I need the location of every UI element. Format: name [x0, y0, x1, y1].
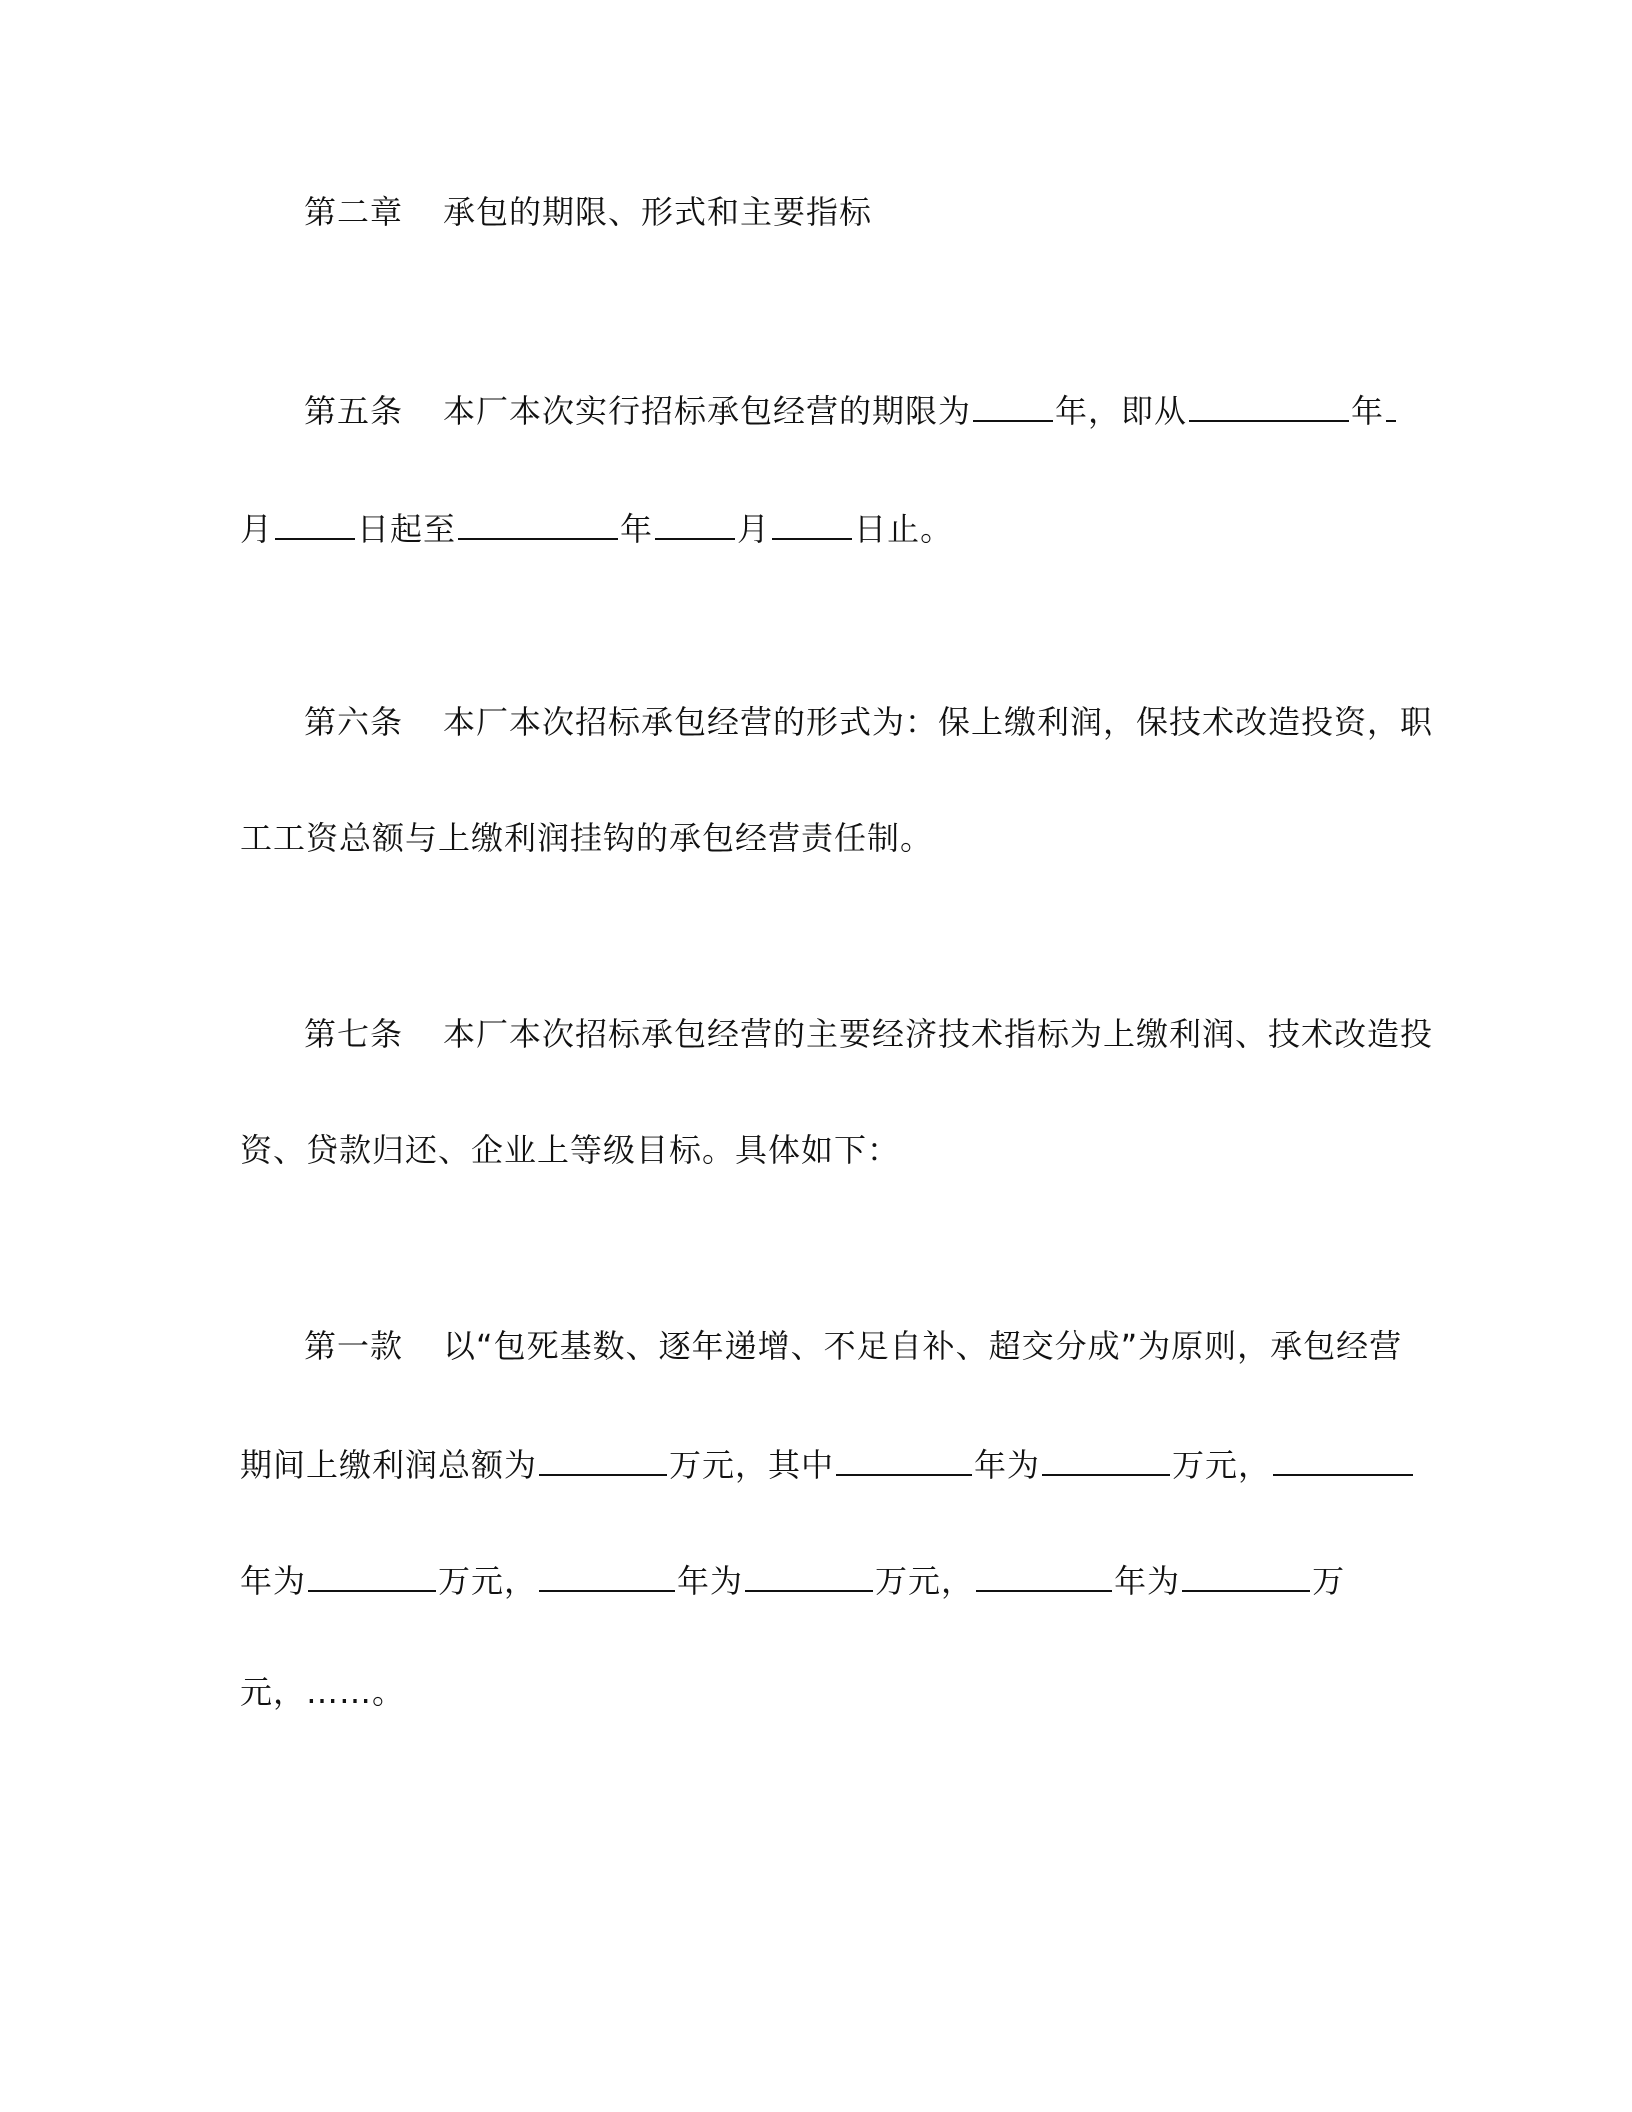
fill-blank[interactable]	[308, 1556, 436, 1592]
article5-line1	[240, 386, 1400, 430]
fill-blank[interactable]	[1182, 1556, 1310, 1592]
clause1-text: 元，……。	[240, 1673, 406, 1711]
clause1-text: 年为	[677, 1562, 744, 1600]
article5-text: 日止。	[854, 510, 954, 548]
fill-blank[interactable]	[655, 504, 735, 540]
fill-blank[interactable]	[1042, 1440, 1170, 1476]
fill-blank[interactable]	[539, 1440, 667, 1476]
fill-blank[interactable]	[745, 1556, 873, 1592]
fill-blank[interactable]	[973, 386, 1053, 422]
article5-text: 本厂本次实行招标承包经营的期限为	[443, 392, 972, 430]
clause1-text: 年为	[1114, 1562, 1181, 1600]
clause1-text: 期间上缴利润总额为	[240, 1446, 538, 1484]
clause1-text: 万元，	[438, 1562, 538, 1600]
fill-blank[interactable]	[976, 1556, 1112, 1592]
article5-text: 日起至	[357, 510, 457, 548]
article7-text: 资、贷款归还、企业上等级目标。具体如下：	[240, 1131, 901, 1169]
chapter-number: 第二章	[304, 193, 404, 231]
article5-line2	[240, 504, 1400, 548]
fill-blank[interactable]	[772, 504, 852, 540]
article7-label: 第七条	[304, 1015, 404, 1053]
clause1-line1	[240, 1324, 1403, 1368]
article5-text: 年	[1351, 392, 1385, 430]
fill-blank[interactable]	[275, 504, 355, 540]
article7-line2	[240, 1128, 1400, 1172]
chapter-title: 承包的期限、形式和主要指标	[443, 193, 873, 231]
article5-text: 月	[240, 510, 274, 548]
article5-text: 年	[620, 510, 654, 548]
article7-line1	[240, 1012, 1434, 1056]
article5-text: 年，即从	[1055, 392, 1188, 430]
clause1-text: 年为	[240, 1562, 307, 1600]
article6-text: 工工资总额与上缴利润挂钩的承包经营责任制。	[240, 819, 934, 857]
clause1-label: 第一款	[304, 1327, 404, 1365]
clause1-line4	[240, 1670, 1400, 1714]
fill-blank[interactable]	[1189, 386, 1349, 422]
clause1-text: 万	[1312, 1562, 1346, 1600]
clause1-text: 万元，其中	[669, 1446, 835, 1484]
article6-line1	[240, 700, 1434, 744]
article6-line2	[240, 816, 1400, 860]
clause1-text: 万元，	[1172, 1446, 1272, 1484]
clause1-text: 以“包死基数、逐年递增、不足自补、超交分成”为原则，承包经营	[443, 1327, 1403, 1365]
clause1-text: 万元，	[875, 1562, 975, 1600]
clause1-line2	[240, 1440, 1400, 1484]
fill-blank[interactable]	[539, 1556, 675, 1592]
fill-blank[interactable]	[458, 504, 618, 540]
article5-label: 第五条	[304, 392, 404, 430]
article5-text: 月	[737, 510, 771, 548]
clause1-line3	[240, 1556, 1400, 1600]
fill-blank[interactable]	[836, 1440, 972, 1476]
clause1-text: 年为	[974, 1446, 1041, 1484]
article6-label: 第六条	[304, 703, 404, 741]
fill-blank[interactable]	[1386, 386, 1396, 422]
fill-blank[interactable]	[1273, 1440, 1413, 1476]
chapter-heading	[240, 190, 1400, 234]
article7-text: 本厂本次招标承包经营的主要经济技术指标为上缴利润、技术改造投	[443, 1015, 1434, 1053]
article6-text: 本厂本次招标承包经营的形式为：保上缴利润，保技术改造投资，职	[443, 703, 1434, 741]
